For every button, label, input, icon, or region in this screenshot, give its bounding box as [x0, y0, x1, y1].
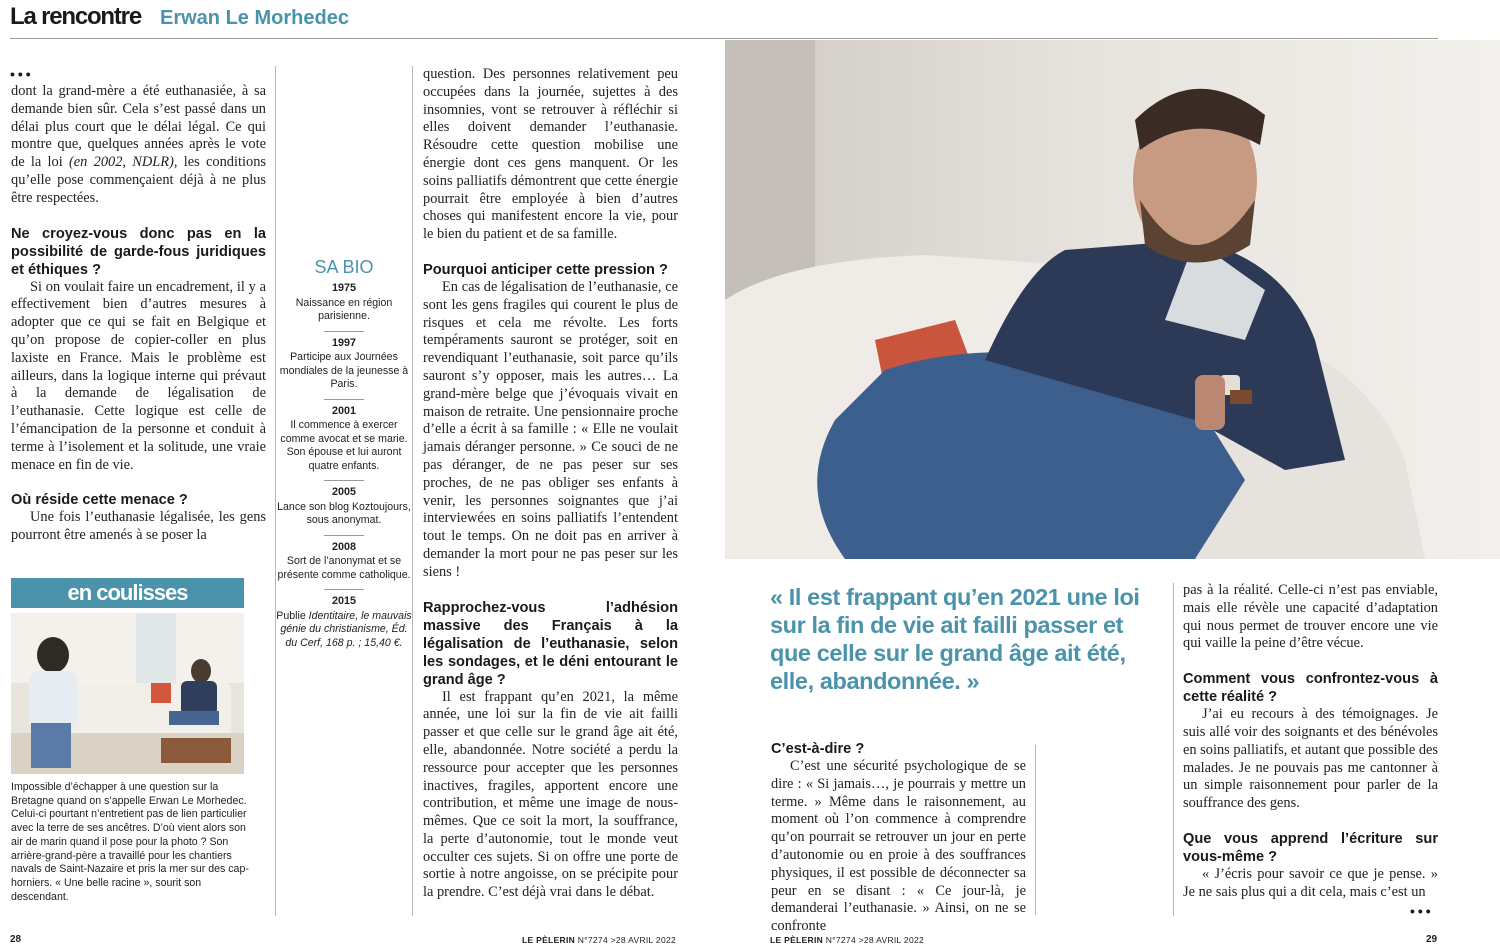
column-5 — [771, 740, 1026, 936]
bio-text: Sort de l’anonymat et se présente comme catholique. — [277, 555, 411, 581]
bio-year: 2015 — [331, 595, 357, 607]
paragraph: C’est une sécurité psychologique de se dire : « Si jamais…, je pourrais y mettre un terme. » Même dans le raisonnement, au moment où l’on commence à comprendre qu’on pourrait se retrouver un jour en perte d’autonomie ou en proie à des souffrances physiques, il est possible de déconnecter sa peur en se disant : « Ce jour-là, je demanderai l’euthanasie. » Ainsi, on ne se confronte — [771, 758, 1026, 935]
paragraph: dont la grand-mère a été euthanasiée, à sa demande bien sûr. Cela s’est passé dans un délai plus court que le délai légal. Ce qui montre que, quelques années après le vote de la loi (en 2002, NDLR), les conditions qu’elle pose commençaient déjà à ne plus être respectées. — [11, 83, 266, 206]
footer-right: LE PÈLERIN N°7274 >28 AVRIL 2022 — [770, 935, 925, 945]
bio-text: Naissance en région parisienne. — [295, 296, 393, 322]
bio-year: 2005 — [331, 486, 357, 498]
bio-entry — [276, 541, 412, 583]
question-heading: Où réside cette menace ? — [11, 492, 188, 509]
question-heading: C’est-à-dire ? — [771, 741, 865, 757]
pull-quote: « Il est frappant qu’en 2021 une loi sur la fin de vie ait failli passer et que celle sur le grand âge ait été, elle, abandonnée. » — [770, 584, 1140, 694]
section-title: La rencontre — [10, 3, 141, 30]
bio-entry — [276, 595, 412, 650]
page-number-right: 29 — [1426, 934, 1438, 945]
column-divider — [1173, 583, 1174, 916]
bio-entry — [276, 405, 412, 474]
bio-year: 1975 — [331, 282, 357, 294]
continued-dots: ••• — [1410, 903, 1434, 919]
bio-text: Il commence à exercer comme avocat et se marie. Son épouse et lui auront quatre enfants. — [280, 419, 408, 472]
column-3 — [423, 66, 678, 902]
paragraph: En cas de légalisation de l’euthanasie, ce sont les gens fragiles qui courent le plus de risques et cela me révolte. Les forts tempéraments sauront se protéger, soit en revendiquant l’euthanasie, soit parce qu’ils sauront s’y opposer, mais les autres… La grand-mère belge que j’évoquais vivait en maison de retraite. Une pensionnaire proche d’elle a écrit à sa famille : « Elle ne voulait jamais déranger personne. » Ce souci de ne pas déranger, de ne pas peser sur ses proches, de ne pas obliger ses enfants à venir, les personnes soignantes que j’ai interviewées en soins palliatifs l’entendent tout le temps. On ne doit pas en arriver à demander la mort pour ne pas peser sur les siens ! — [423, 278, 678, 580]
bio-year: 1997 — [331, 336, 357, 349]
bio-year: 2001 — [331, 404, 357, 417]
bio-title: SA BIO — [314, 257, 374, 277]
column-divider — [412, 66, 413, 916]
question-heading: Ne croyez-vous donc pas en la possibilité de garde-fous juridiques et éthiques ? — [11, 225, 266, 278]
paragraph: Il est frappant qu’en 2021, la même année, une loi sur la fin de vie ait failli passer et que celle sur le grand âge ait été, elle, abandonnée. Notre société a perdu la ressource pour accepter que les personnes inactives, fragiles, apportent encore une contribution, et même une image de nous-mêmes. Que ce soit la mort, la souffrance, la perte d’autonomie, tout le monde veut occulter ces sujets. Si on offre une porte de sortie à notre angoisse, on se précipite pour la prendre. C’est déjà vrai dans le débat. — [423, 688, 678, 901]
coulisses-photo — [11, 613, 244, 774]
bio-year: 2008 — [331, 540, 357, 553]
portrait-photo — [725, 40, 1500, 559]
paragraph: Si on voulait faire un encadrement, il y a effectivement bien d’autres mesures à adopter que ce qui se fait en Belgique et qu’on propose de copier-coller en plus laxiste en France. Mais le problème est ailleurs, dans la logique interne qui prévaut à la demande de légalisation de l’euthanasie. Cette logique est celle de l’émancipation de la personne et conduit à terme à l’isolement et la solitude, une vraie menace en fin de vie. — [11, 278, 266, 473]
page-number-left: 28 — [10, 934, 22, 945]
paragraph: Une fois l’euthanasie légalisée, les gens pourront être amenés à se poser la — [11, 509, 266, 544]
footer-left: LE PÈLERIN N°7274 >28 AVRIL 2022 — [522, 935, 677, 945]
question-heading: Comment vous confrontez-vous à cette réalité ? — [1183, 671, 1438, 706]
question-heading: Rapprochez-vous l’adhésion massive des Français à la légalisation de l’euthanasie, selon les sondages, et le déni entourant le grand âge ? — [423, 599, 678, 688]
paragraph: question. Des personnes relativement peu occupées dans la journée, sujettes à des insomnies, vont se retrouver à réfléchir si elles doivent demander l’euthanasie. Résoudre cette question mobilise une énergie dont ces gens manquent. Or les soins palliatifs démontrent que cette énergie pourrait être employée à bien d’autres choses qui manifestent encore la vie, pour le bien du patient et de sa famille. — [423, 66, 678, 243]
bio-timeline — [276, 282, 412, 650]
question-heading: Pourquoi anticiper cette pression ? — [423, 261, 668, 278]
column-1 — [11, 83, 266, 545]
question-heading: Que vous apprend l’écriture sur vous-même ? — [1183, 830, 1438, 865]
bio-text: Lance son blog Koztoujours, sous anonymat. — [277, 500, 411, 526]
header-rule — [10, 38, 1438, 39]
author-name: Erwan Le Morhedec — [160, 7, 349, 29]
coulisses-caption: Impossible d’échapper à une question sur la Bretagne quand on s’appelle Erwan Le Morhedec. Celui-ci pourtant n’entretient pas de lien particulier avec la terre de ses ancêtres. D’où vient alors son air de marin quand il pose pour la photo ? Son arrière-grand-père a travaillé pour les chantiers navals de Saint-Nazaire et pris la mer sur des cap-horniers. « Une belle racine », sourit son descendant. — [11, 781, 249, 903]
column-6 — [1183, 582, 1438, 902]
column-divider — [1035, 745, 1036, 915]
bio-text: Publie Identitaire, le mauvais génie du christianisme, Éd. du Cerf, 168 p. ; 15,40 €. — [276, 609, 412, 649]
bio-text: Participe aux Journées mondiales de la jeunesse à Paris. — [279, 351, 409, 390]
bio-entry — [276, 486, 412, 528]
paragraph: J’ai eu recours à des témoignages. Je suis allé voir des soignants et des bénévoles en soins palliatifs, et autant que possible des malades. Je ne pouvais pas me cantonner à un simple raisonnement pour parler de la souffrance des gens. — [1183, 706, 1438, 812]
continuation-dots: ••• — [10, 66, 34, 82]
bio-entry — [276, 282, 412, 324]
bio-entry — [276, 337, 412, 392]
coulisses-title: en coulisses — [11, 578, 244, 608]
paragraph: « J’écris pour savoir ce que je pense. » Je ne sais plus qui a dit cela, mais c’est un — [1183, 865, 1438, 900]
paragraph: pas à la réalité. Celle-ci n’est pas enviable, mais elle révèle une capacité d’adaptation qui nous permet de trouver encore une vie qui vaille la peine d’être vécue. — [1183, 582, 1438, 652]
